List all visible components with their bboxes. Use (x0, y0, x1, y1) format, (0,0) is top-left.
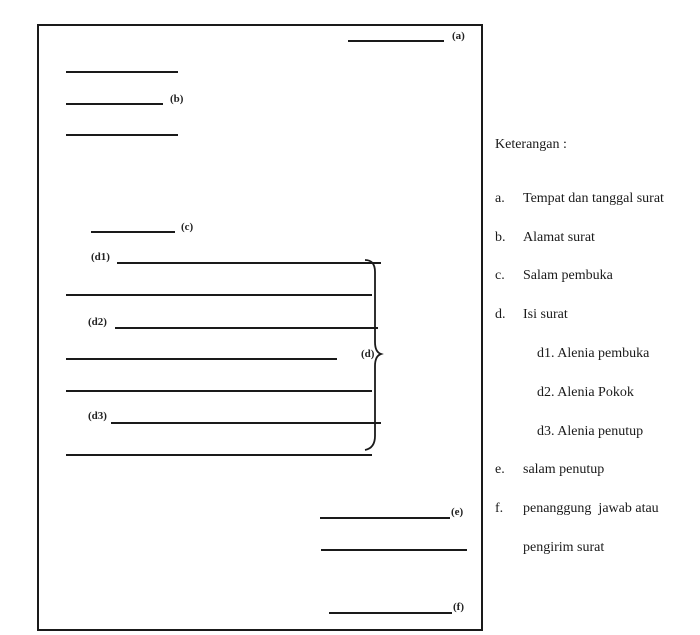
legend-text: salam penutup (523, 462, 605, 477)
legend-text: pengirim surat (523, 540, 605, 555)
curly-brace-icon (355, 258, 385, 452)
line-address-1 (66, 71, 178, 73)
legend-key: f. (495, 501, 504, 516)
legend-text: Tempat dan tanggal surat (523, 191, 664, 206)
line-body-d2 (115, 327, 378, 329)
legend-text: Isi surat (523, 307, 568, 322)
legend-item-c (495, 268, 613, 284)
legend-text: d3. Alenia penutup (537, 424, 644, 439)
line-signature (329, 612, 452, 614)
legend-item-d2 (537, 385, 634, 401)
legend-item-f (495, 501, 659, 517)
line-body-7 (66, 454, 372, 456)
line-body-d3 (111, 422, 381, 424)
legend-key: c. (495, 268, 505, 283)
legend-item-b (495, 230, 595, 246)
label-b: (b) (170, 93, 184, 105)
legend-item-d1 (537, 346, 649, 362)
legend-key: e. (495, 462, 505, 477)
legend-title: Keterangan : (495, 137, 567, 152)
label-a: (a) (452, 30, 465, 42)
legend-key: b. (495, 230, 506, 245)
line-greeting (91, 231, 175, 233)
legend-text: d1. Alenia pembuka (537, 346, 650, 361)
label-e: (e) (451, 506, 464, 518)
line-address-3 (66, 134, 178, 136)
line-address-2 (66, 103, 163, 105)
line-closing-2 (321, 549, 467, 551)
line-body-4 (66, 358, 337, 360)
legend-item-e (495, 462, 604, 478)
legend-item-f-cont (523, 540, 604, 556)
legend-item-d (495, 307, 568, 323)
label-d: (d) (361, 348, 375, 360)
label-d1: (d1) (91, 251, 110, 263)
legend-text: penanggung jawab atau (523, 501, 659, 516)
legend-text: d2. Alenia Pokok (537, 385, 634, 400)
line-body-d1 (117, 262, 381, 264)
label-f: (f) (453, 601, 464, 613)
line-body-2 (66, 294, 372, 296)
label-c: (c) (181, 221, 194, 233)
label-d3: (d3) (88, 410, 107, 422)
legend-text: Alamat surat (523, 230, 595, 245)
legend-item-d3 (537, 424, 643, 440)
legend-key: a. (495, 191, 505, 206)
label-d2: (d2) (88, 316, 107, 328)
line-body-5 (66, 390, 372, 392)
legend-text: Salam pembuka (523, 268, 613, 283)
legend-item-a (495, 191, 664, 207)
legend-key: d. (495, 307, 506, 322)
line-closing (320, 517, 450, 519)
line-place-date (348, 40, 444, 42)
